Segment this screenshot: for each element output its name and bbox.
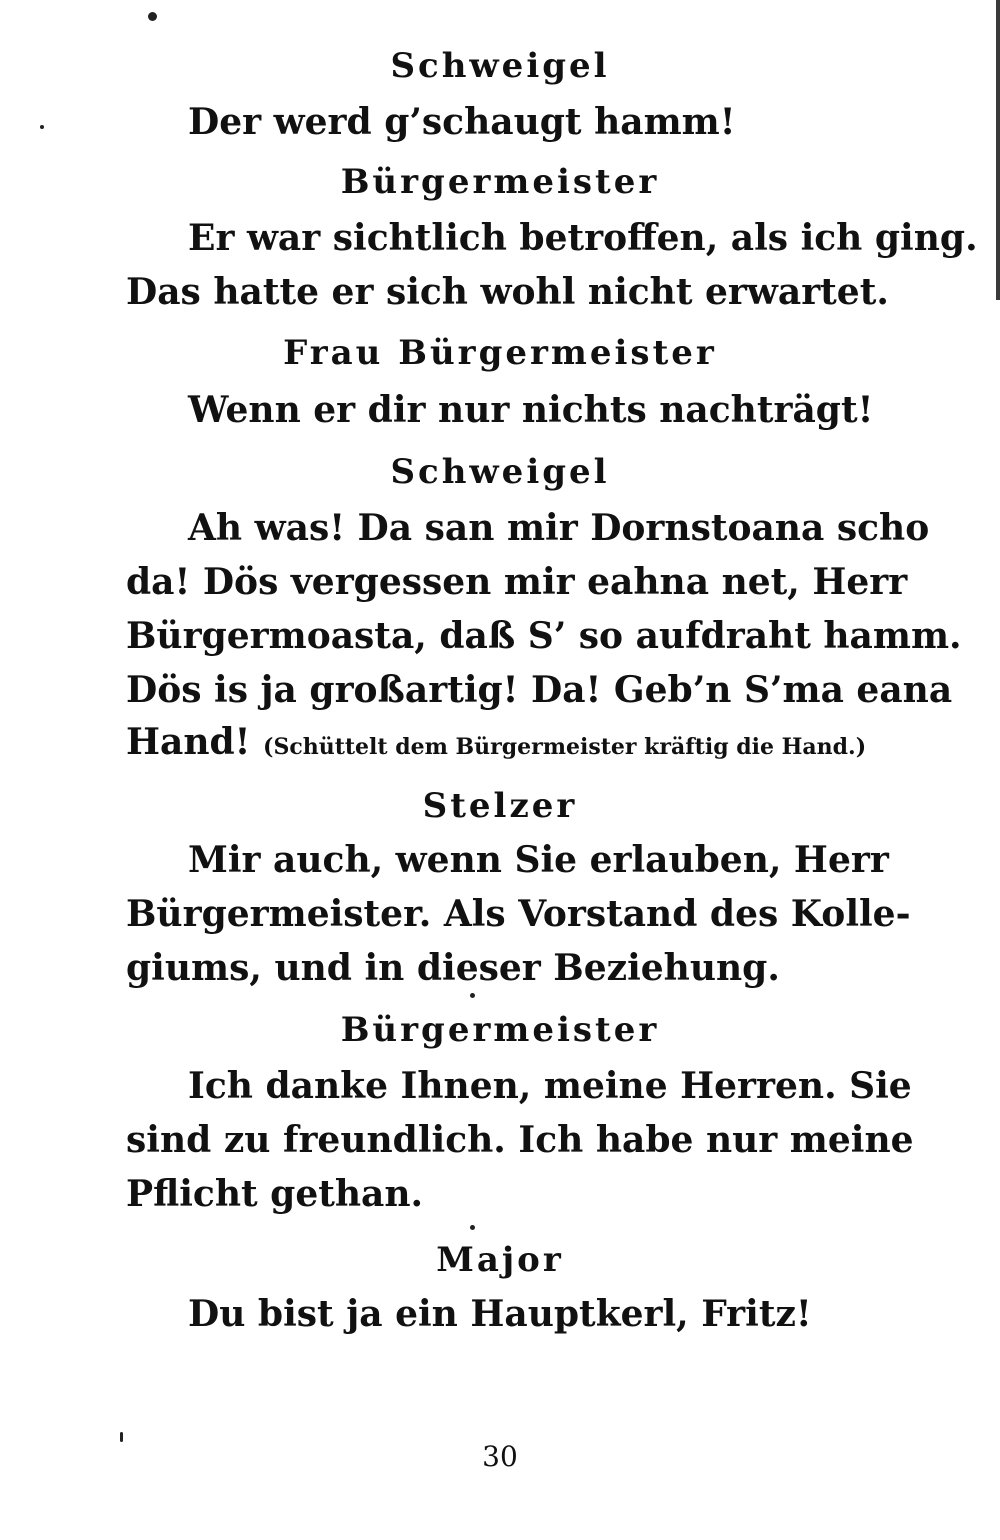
dialogue-line: Ah was! Da san mir Dornstoana scho — [188, 507, 930, 549]
dialogue-line: da! Dös vergessen mir eahna net, Herr — [126, 561, 908, 603]
speaker-name: Major — [436, 1240, 564, 1280]
speaker-name: Frau Bürgermeister — [283, 333, 717, 373]
dialogue-line: Dös is ja großartig! Da! Geb’n S’ma eana — [126, 669, 953, 711]
dialogue-line: sind zu freundlich. Ich habe nur meine — [126, 1119, 914, 1161]
dialogue-line: Du bist ja ein Hauptkerl, Fritz! — [188, 1293, 812, 1335]
page-edge-shadow — [996, 0, 1000, 300]
dialogue-line: Das hatte er sich wohl nicht erwartet. — [126, 271, 889, 313]
dialogue-line: Bürgermoasta, daß S’ so aufdraht hamm. — [126, 615, 962, 657]
speaker-name: Stelzer — [422, 786, 578, 826]
dialogue-line: Er war sichtlich betroffen, als ich ging. — [188, 217, 978, 259]
speaker-name: Schweigel — [390, 452, 610, 492]
page-number: 30 — [482, 1440, 518, 1473]
dialogue-line — [126, 720, 866, 769]
dialogue-line: Ich danke Ihnen, meine Herren. Sie — [188, 1065, 912, 1107]
speaker-name: Schweigel — [390, 46, 610, 86]
ink-speck — [470, 1225, 475, 1230]
speaker-name: Bürgermeister — [340, 162, 660, 202]
speaker-name: Bürgermeister — [340, 1010, 660, 1050]
dialogue-line: Der werd g’schaugt hamm! — [188, 101, 736, 143]
ink-speck — [40, 125, 44, 129]
dialogue-line: Pflicht gethan. — [126, 1173, 424, 1215]
ink-speck — [470, 993, 475, 998]
dialogue-text: Hand! — [126, 721, 251, 763]
ink-speck — [148, 12, 157, 21]
dialogue-line: Wenn er dir nur nichts nachträgt! — [188, 389, 874, 431]
stage-direction: (Schüttelt dem Bürgermeister kräftig die Hand.) — [263, 734, 867, 760]
dialogue-line: Bürgermeister. Als Vorstand des Kolle- — [126, 893, 911, 935]
dialogue-line: giums, und in dieser Beziehung. — [126, 947, 780, 989]
dialogue-line: Mir auch, wenn Sie erlauben, Herr — [188, 839, 889, 881]
